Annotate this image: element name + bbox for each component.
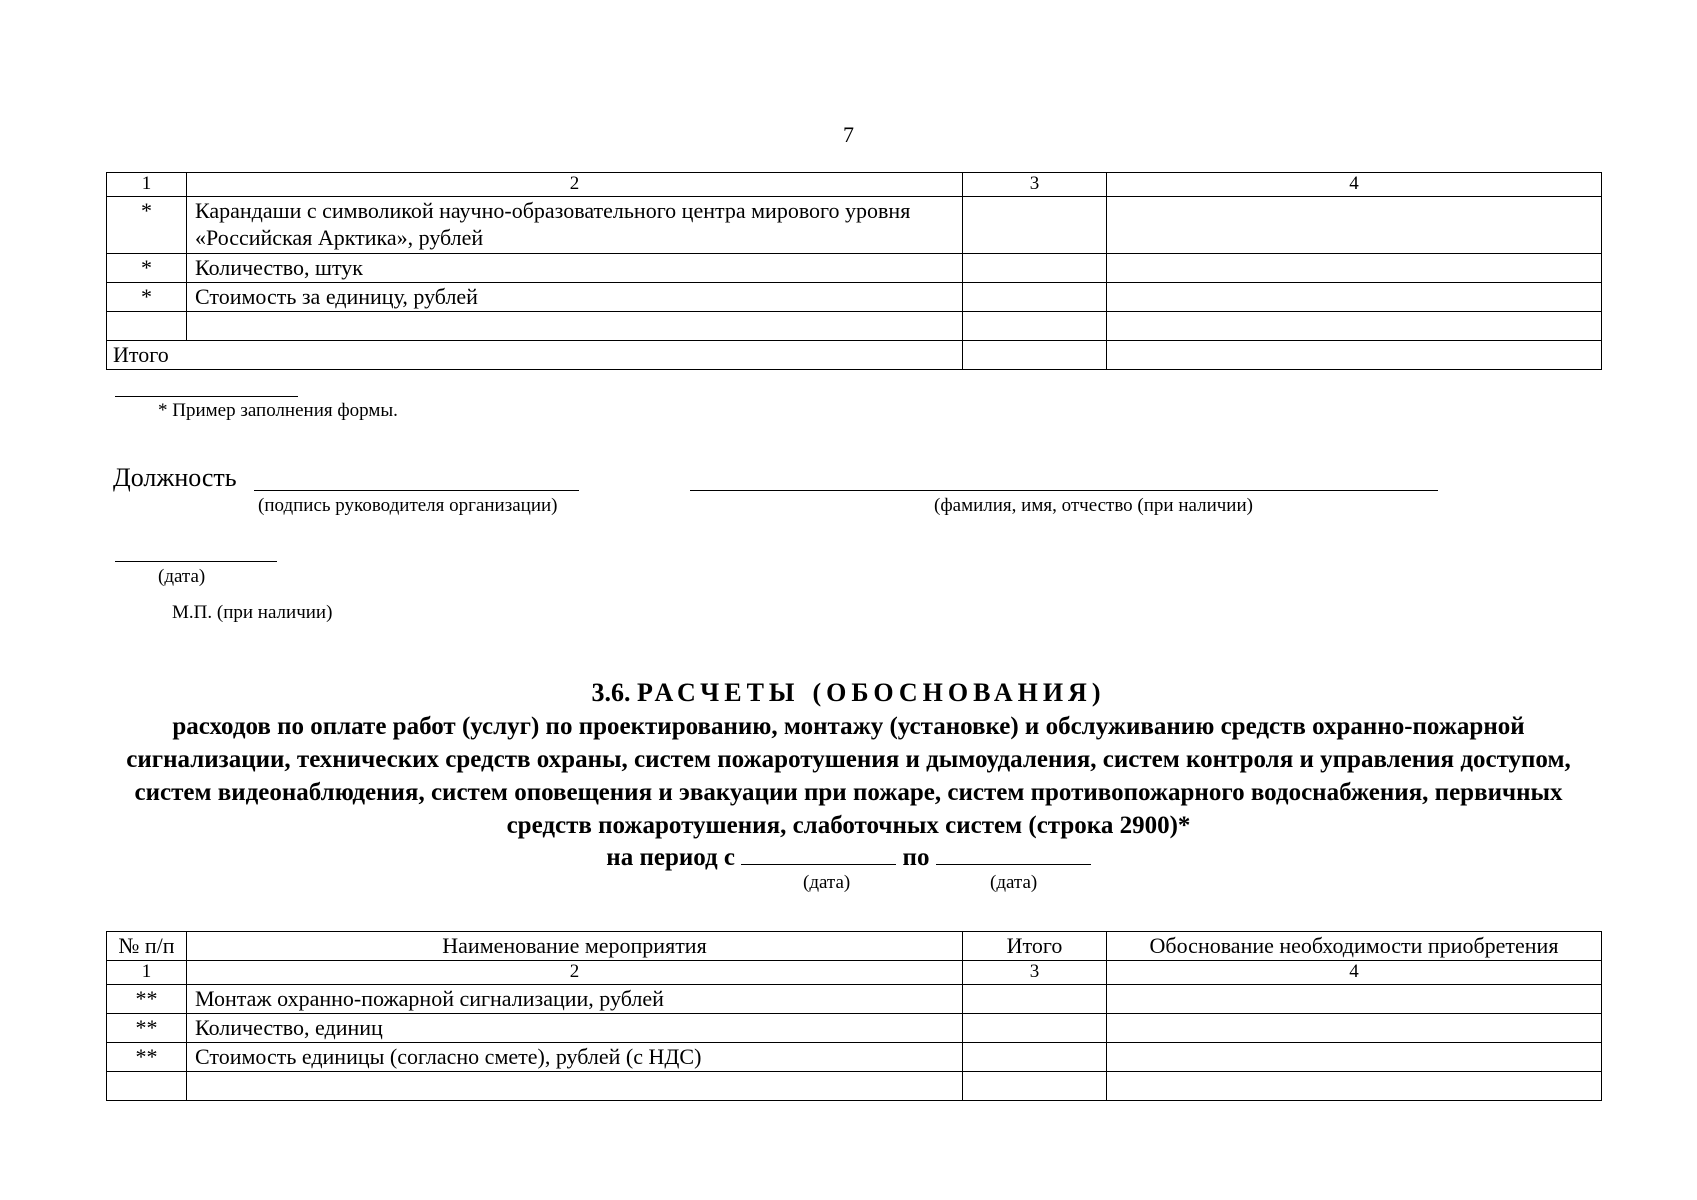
- row-reason-cell: [1107, 312, 1602, 341]
- row-name: Монтаж охранно-пожарной сигнализации, рублей: [187, 985, 963, 1014]
- page-number: 7: [843, 122, 854, 147]
- column-header-reason: Обоснование необходимости приобретения: [1107, 932, 1602, 961]
- row-mark: **: [107, 985, 187, 1014]
- table-row: [107, 312, 1602, 341]
- row-total-cell: [963, 283, 1107, 312]
- table-row: [107, 283, 1602, 312]
- table-row: [107, 985, 1602, 1014]
- row-total-cell: [963, 197, 1107, 254]
- total-value-cell: [963, 341, 1107, 370]
- column-number-1: 1: [107, 961, 187, 985]
- total-label: Итого: [107, 341, 963, 370]
- date-caption: (дата): [158, 566, 206, 587]
- row-mark: **: [107, 1014, 187, 1043]
- row-mark: *: [107, 254, 187, 283]
- footnote: * Пример заполнения формы.: [158, 400, 398, 421]
- full-name-caption: (фамилия, имя, отчество (при наличии): [934, 495, 1253, 516]
- row-reason-cell: [1107, 1072, 1602, 1101]
- period-start-caption: (дата): [803, 872, 851, 893]
- footnote-divider: [115, 396, 298, 397]
- row-mark: *: [107, 197, 187, 254]
- column-header-name: Наименование мероприятия: [187, 932, 963, 961]
- table-header-row: [107, 173, 1602, 197]
- table-header-row: [107, 932, 1602, 961]
- row-mark: *: [107, 283, 187, 312]
- column-number-2: 2: [187, 173, 963, 197]
- date-line: [115, 561, 277, 562]
- column-number-3: 3: [963, 961, 1107, 985]
- row-total-cell: [963, 985, 1107, 1014]
- period-line: [100, 842, 1597, 873]
- row-reason-cell: [1107, 283, 1602, 312]
- section-description: расходов по оплате работ (услуг) по проектированию, монтажу (установке) и обслуживанию средств охранно-пожарной сигнализации, технических средств охраны, систем пожаротушения и дымоудаления, систем контроля и управления доступом, систем видеонаблюдения, систем оповещения и эвакуации при пожаре, систем противопожарного водоснабжения, первичных средств пожаротушения, слаботочных систем (строка 2900)*: [126, 713, 1571, 839]
- row-name: Стоимость за единицу, рублей: [187, 283, 963, 312]
- seal-label: М.П. (при наличии): [172, 602, 333, 623]
- table-total-row: [107, 341, 1602, 370]
- table-row: [107, 254, 1602, 283]
- row-name: Количество, штук: [187, 254, 963, 283]
- column-number-3: 3: [963, 173, 1107, 197]
- row-name: Карандаши с символикой научно-образовательного центра мирового уровня «Российская Арктика», рублей: [187, 197, 963, 254]
- column-number-1: 1: [107, 173, 187, 197]
- table-row: [107, 1043, 1602, 1072]
- period-start-field[interactable]: [741, 842, 896, 865]
- table-row: [107, 1072, 1602, 1101]
- table-number-row: [107, 961, 1602, 985]
- table-costs-pencils: [106, 172, 1602, 370]
- row-total-cell: [963, 1014, 1107, 1043]
- row-mark: [107, 312, 187, 341]
- column-number-4: 4: [1107, 961, 1602, 985]
- position-label: Должность: [113, 463, 237, 492]
- row-reason-cell: [1107, 1014, 1602, 1043]
- row-mark: [107, 1072, 187, 1101]
- period-end-caption: (дата): [990, 872, 1038, 893]
- total-reason-cell: [1107, 341, 1602, 370]
- section-title-word1: РАСЧЕТЫ: [637, 678, 800, 707]
- row-reason-cell: [1107, 254, 1602, 283]
- signature-caption: (подпись руководителя организации): [258, 495, 558, 516]
- signature-line: [254, 490, 579, 491]
- row-name: [187, 312, 963, 341]
- row-total-cell: [963, 312, 1107, 341]
- table-fire-alarm: [106, 931, 1602, 1101]
- row-reason-cell: [1107, 985, 1602, 1014]
- period-end-field[interactable]: [936, 842, 1091, 865]
- column-header-total: Итого: [963, 932, 1107, 961]
- column-number-2: 2: [187, 961, 963, 985]
- row-name: Количество, единиц: [187, 1014, 963, 1043]
- row-name: Стоимость единицы (согласно смете), рублей (с НДС): [187, 1043, 963, 1072]
- table-row: [107, 1014, 1602, 1043]
- row-reason-cell: [1107, 197, 1602, 254]
- section-title-word2: (ОБОСНОВАНИЯ): [812, 678, 1106, 707]
- period-mid: по: [902, 844, 930, 871]
- section-title: [100, 676, 1597, 710]
- section-title-number: 3.6.: [591, 678, 631, 707]
- row-total-cell: [963, 254, 1107, 283]
- period-prefix: на период с: [606, 844, 736, 871]
- row-total-cell: [963, 1043, 1107, 1072]
- row-total-cell: [963, 1072, 1107, 1101]
- table-row: [107, 197, 1602, 254]
- column-header-number: № п/п: [107, 932, 187, 961]
- full-name-line: [690, 490, 1438, 491]
- row-mark: **: [107, 1043, 187, 1072]
- column-number-4: 4: [1107, 173, 1602, 197]
- row-reason-cell: [1107, 1043, 1602, 1072]
- row-name: [187, 1072, 963, 1101]
